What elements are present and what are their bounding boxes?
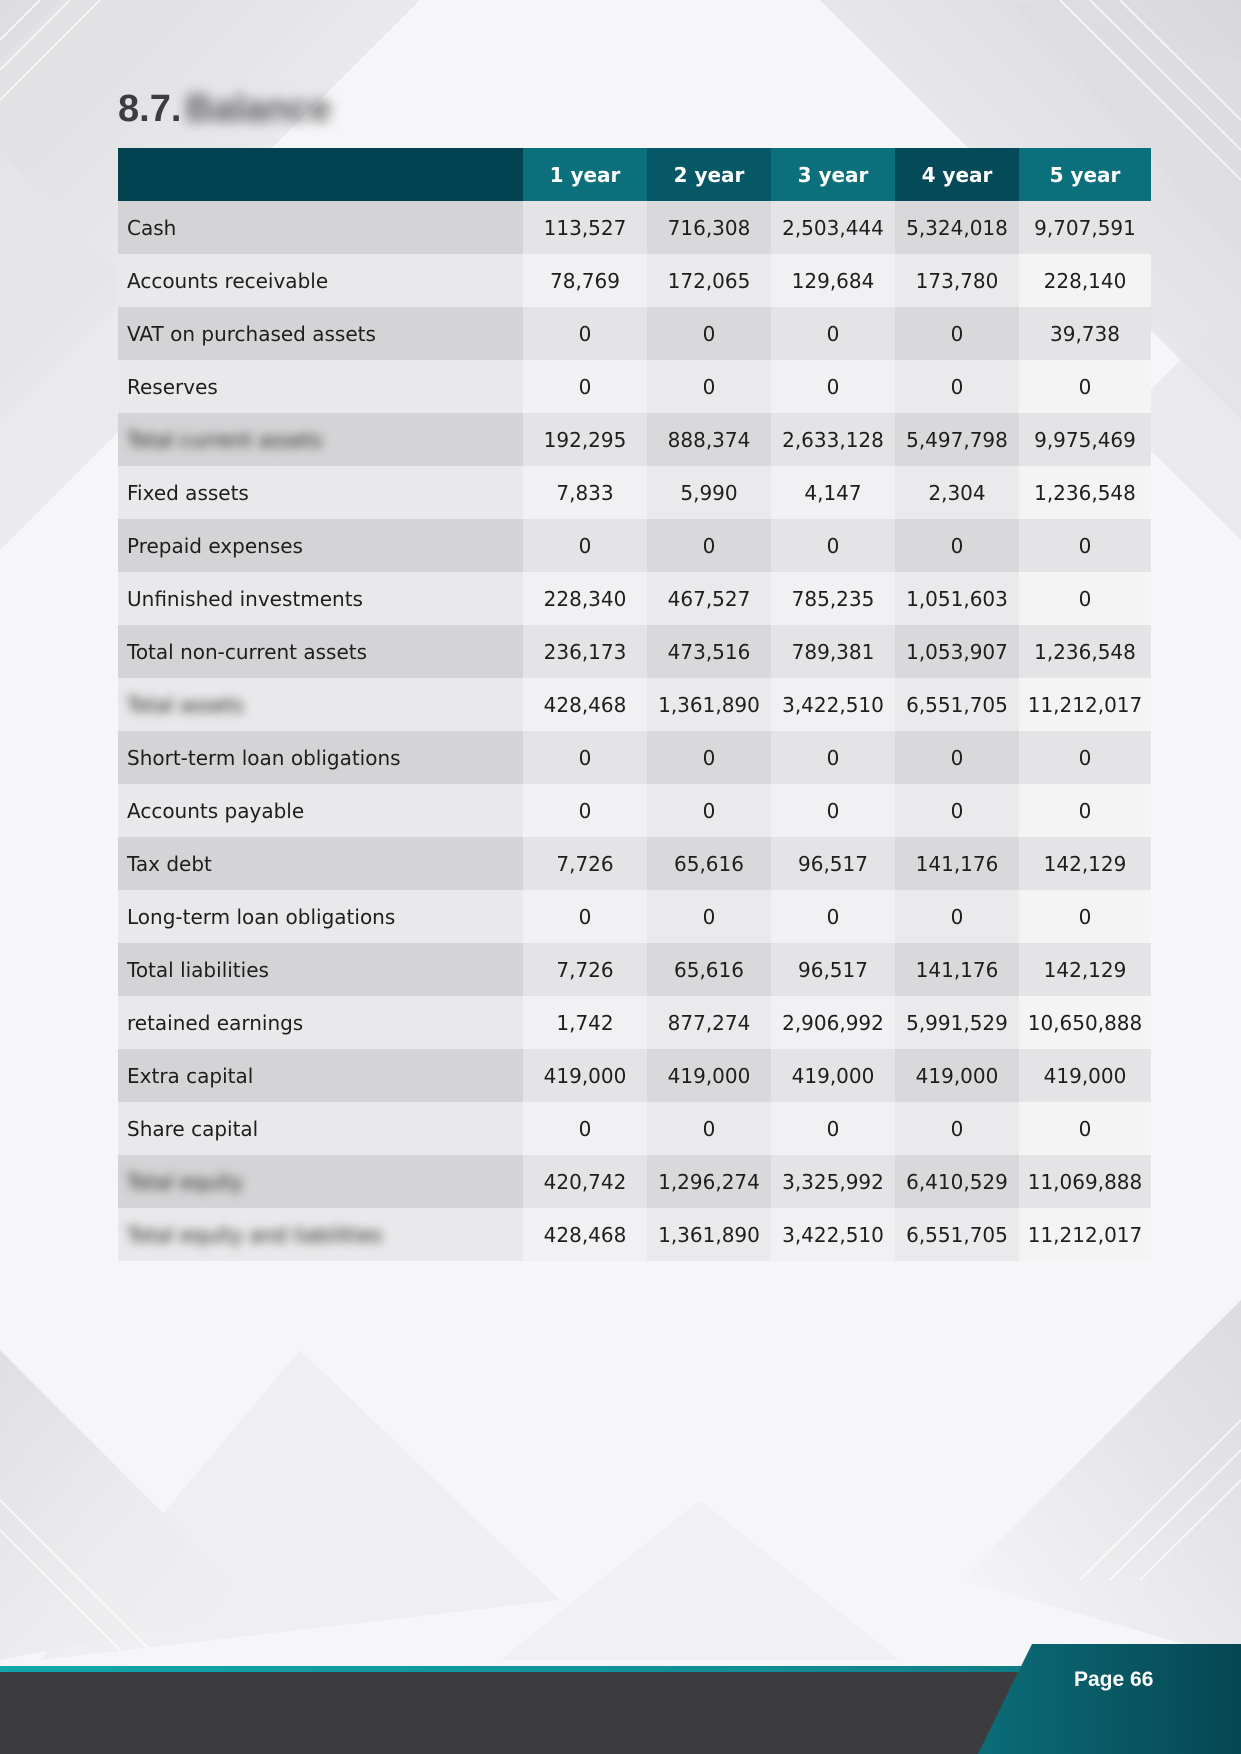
cell-year-5: 1,236,548 — [1019, 466, 1151, 519]
cell-year-1: 1,742 — [523, 996, 647, 1049]
row-label-text: Total equity and liabilities — [127, 1222, 383, 1247]
cell-year-4: 6,551,705 — [895, 1208, 1019, 1261]
cell-year-5: 9,707,591 — [1019, 201, 1151, 254]
cell-year-5: 419,000 — [1019, 1049, 1151, 1102]
cell-year-3: 3,422,510 — [771, 678, 895, 731]
table-row — [118, 731, 1151, 784]
row-label — [118, 413, 523, 466]
row-label-text: retained earnings — [127, 1010, 304, 1035]
cell-year-3: 3,422,510 — [771, 1208, 895, 1261]
cell-year-3: 2,503,444 — [771, 201, 895, 254]
cell-year-4: 6,551,705 — [895, 678, 1019, 731]
cell-year-1: 0 — [523, 519, 647, 572]
cell-year-5: 39,738 — [1019, 307, 1151, 360]
cell-year-5: 11,069,888 — [1019, 1155, 1151, 1208]
table-row — [118, 890, 1151, 943]
cell-year-5: 0 — [1019, 1102, 1151, 1155]
cell-year-5: 0 — [1019, 784, 1151, 837]
cell-year-2: 0 — [647, 307, 771, 360]
row-label-text: Total non-current assets — [127, 639, 368, 664]
row-label — [118, 519, 523, 572]
row-label — [118, 625, 523, 678]
cell-year-3: 96,517 — [771, 837, 895, 890]
cell-year-2: 467,527 — [647, 572, 771, 625]
cell-year-3: 0 — [771, 519, 895, 572]
cell-year-3: 0 — [771, 307, 895, 360]
cell-year-2: 0 — [647, 731, 771, 784]
cell-year-1: 0 — [523, 784, 647, 837]
cell-year-3: 0 — [771, 1102, 895, 1155]
row-label — [118, 890, 523, 943]
row-label-text: Fixed assets — [127, 480, 249, 505]
cell-year-4: 0 — [895, 519, 1019, 572]
row-label-text: Total equity — [127, 1169, 243, 1194]
row-label — [118, 1102, 523, 1155]
cell-year-2: 0 — [647, 1102, 771, 1155]
cell-year-4: 0 — [895, 307, 1019, 360]
cell-year-4: 5,991,529 — [895, 996, 1019, 1049]
cell-year-4: 141,176 — [895, 837, 1019, 890]
cell-year-5: 228,140 — [1019, 254, 1151, 307]
table-row — [118, 1208, 1151, 1261]
cell-year-5: 11,212,017 — [1019, 678, 1151, 731]
cell-year-2: 1,361,890 — [647, 678, 771, 731]
cell-year-2: 0 — [647, 890, 771, 943]
cell-year-1: 113,527 — [523, 201, 647, 254]
cell-year-4: 1,051,603 — [895, 572, 1019, 625]
row-label-text: Total liabilities — [127, 957, 269, 982]
cell-year-4: 5,497,798 — [895, 413, 1019, 466]
cell-year-2: 716,308 — [647, 201, 771, 254]
cell-year-2: 1,361,890 — [647, 1208, 771, 1261]
table-row — [118, 678, 1151, 731]
cell-year-1: 0 — [523, 1102, 647, 1155]
section-title: Balance — [185, 88, 332, 130]
cell-year-2: 65,616 — [647, 837, 771, 890]
table-row — [118, 572, 1151, 625]
cell-year-2: 1,296,274 — [647, 1155, 771, 1208]
row-label — [118, 837, 523, 890]
row-label — [118, 254, 523, 307]
table-row — [118, 784, 1151, 837]
balance-table — [118, 148, 1151, 1261]
cell-year-2: 888,374 — [647, 413, 771, 466]
cell-year-4: 141,176 — [895, 943, 1019, 996]
cell-year-5: 0 — [1019, 519, 1151, 572]
table-row — [118, 1049, 1151, 1102]
table-header-row — [118, 148, 1151, 201]
cell-year-4: 173,780 — [895, 254, 1019, 307]
table-row — [118, 625, 1151, 678]
table-row — [118, 1102, 1151, 1155]
cell-year-2: 0 — [647, 784, 771, 837]
cell-year-3: 4,147 — [771, 466, 895, 519]
cell-year-1: 236,173 — [523, 625, 647, 678]
cell-year-1: 7,726 — [523, 943, 647, 996]
row-label-text: Reserves — [127, 374, 218, 399]
cell-year-5: 11,212,017 — [1019, 1208, 1151, 1261]
row-label-text: Prepaid expenses — [127, 533, 303, 558]
cell-year-2: 419,000 — [647, 1049, 771, 1102]
cell-year-1: 228,340 — [523, 572, 647, 625]
row-label-text: Unfinished investments — [127, 586, 363, 611]
section-number: 8.7. — [118, 88, 182, 130]
cell-year-4: 0 — [895, 890, 1019, 943]
column-header-year-4: 4 year — [895, 148, 1019, 201]
row-label — [118, 307, 523, 360]
cell-year-4: 5,324,018 — [895, 201, 1019, 254]
cell-year-5: 9,975,469 — [1019, 413, 1151, 466]
cell-year-3: 789,381 — [771, 625, 895, 678]
table-row — [118, 519, 1151, 572]
row-label-text: Short-term loan obligations — [127, 745, 401, 770]
cell-year-3: 129,684 — [771, 254, 895, 307]
cell-year-3: 3,325,992 — [771, 1155, 895, 1208]
cell-year-2: 172,065 — [647, 254, 771, 307]
row-label — [118, 466, 523, 519]
cell-year-3: 0 — [771, 890, 895, 943]
cell-year-4: 6,410,529 — [895, 1155, 1019, 1208]
cell-year-1: 428,468 — [523, 1208, 647, 1261]
cell-year-1: 7,726 — [523, 837, 647, 890]
row-label — [118, 784, 523, 837]
cell-year-1: 0 — [523, 360, 647, 413]
cell-year-5: 0 — [1019, 890, 1151, 943]
section-heading — [118, 88, 331, 131]
cell-year-5: 0 — [1019, 572, 1151, 625]
row-label — [118, 201, 523, 254]
row-label-text: Accounts payable — [127, 798, 305, 823]
cell-year-2: 5,990 — [647, 466, 771, 519]
cell-year-5: 1,236,548 — [1019, 625, 1151, 678]
cell-year-1: 0 — [523, 890, 647, 943]
cell-year-4: 0 — [895, 784, 1019, 837]
table-row — [118, 996, 1151, 1049]
page-number: Page 66 — [1074, 1668, 1154, 1691]
row-label-text: VAT on purchased assets — [127, 321, 376, 346]
cell-year-1: 78,769 — [523, 254, 647, 307]
cell-year-1: 7,833 — [523, 466, 647, 519]
cell-year-3: 0 — [771, 731, 895, 784]
table-row — [118, 466, 1151, 519]
cell-year-1: 419,000 — [523, 1049, 647, 1102]
column-header-year-2: 2 year — [647, 148, 771, 201]
row-label — [118, 572, 523, 625]
cell-year-3: 785,235 — [771, 572, 895, 625]
column-header-year-1: 1 year — [523, 148, 647, 201]
row-label — [118, 996, 523, 1049]
cell-year-4: 2,304 — [895, 466, 1019, 519]
row-label-text: Extra capital — [127, 1063, 254, 1088]
cell-year-2: 0 — [647, 519, 771, 572]
row-label-text: Tax debt — [127, 851, 212, 876]
table-row — [118, 943, 1151, 996]
column-header-year-3: 3 year — [771, 148, 895, 201]
cell-year-2: 65,616 — [647, 943, 771, 996]
row-label-text: Cash — [127, 215, 177, 240]
row-label-text: Share capital — [127, 1116, 259, 1141]
column-header-year-5: 5 year — [1019, 148, 1151, 201]
cell-year-2: 0 — [647, 360, 771, 413]
table-row — [118, 254, 1151, 307]
row-label-text: Total assets — [127, 692, 244, 717]
row-label — [118, 943, 523, 996]
cell-year-5: 142,129 — [1019, 837, 1151, 890]
row-label-text: Long-term loan obligations — [127, 904, 396, 929]
row-label — [118, 1049, 523, 1102]
row-label — [118, 1155, 523, 1208]
cell-year-4: 0 — [895, 1102, 1019, 1155]
cell-year-1: 428,468 — [523, 678, 647, 731]
cell-year-4: 1,053,907 — [895, 625, 1019, 678]
table-row — [118, 201, 1151, 254]
row-label — [118, 1208, 523, 1261]
cell-year-5: 0 — [1019, 731, 1151, 784]
row-label-text: Total current assets — [127, 427, 323, 452]
column-header-label — [118, 148, 523, 201]
cell-year-4: 419,000 — [895, 1049, 1019, 1102]
row-label-text: Accounts receivable — [127, 268, 329, 293]
table-body — [118, 201, 1151, 1261]
cell-year-4: 0 — [895, 360, 1019, 413]
cell-year-1: 0 — [523, 307, 647, 360]
cell-year-3: 0 — [771, 360, 895, 413]
cell-year-5: 142,129 — [1019, 943, 1151, 996]
cell-year-4: 0 — [895, 731, 1019, 784]
table-row — [118, 360, 1151, 413]
table-row — [118, 307, 1151, 360]
cell-year-5: 0 — [1019, 360, 1151, 413]
cell-year-3: 96,517 — [771, 943, 895, 996]
cell-year-1: 0 — [523, 731, 647, 784]
cell-year-1: 420,742 — [523, 1155, 647, 1208]
cell-year-1: 192,295 — [523, 413, 647, 466]
cell-year-3: 0 — [771, 784, 895, 837]
table-row — [118, 837, 1151, 890]
table-row — [118, 413, 1151, 466]
row-label — [118, 360, 523, 413]
cell-year-3: 2,906,992 — [771, 996, 895, 1049]
cell-year-2: 473,516 — [647, 625, 771, 678]
row-label — [118, 678, 523, 731]
cell-year-3: 2,633,128 — [771, 413, 895, 466]
table-row — [118, 1155, 1151, 1208]
cell-year-3: 419,000 — [771, 1049, 895, 1102]
cell-year-5: 10,650,888 — [1019, 996, 1151, 1049]
cell-year-2: 877,274 — [647, 996, 771, 1049]
row-label — [118, 731, 523, 784]
